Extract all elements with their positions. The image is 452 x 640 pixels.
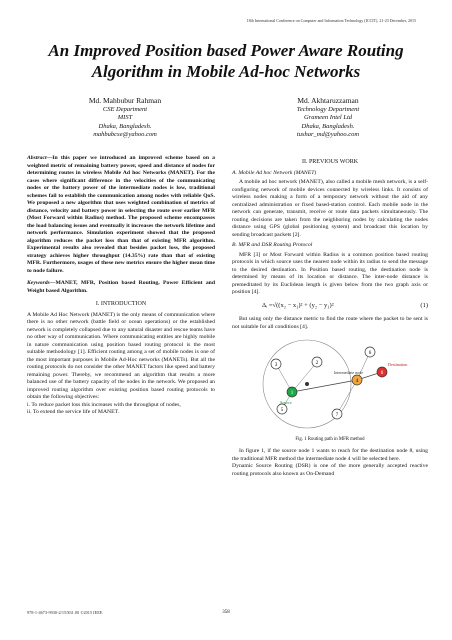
- mfr-paragraph: MFR [3] or Most Forward within Radius is a common position based routing protocols in which source uses the nearest node within its radius to send the message to the desired destination. In Position based routing, the destination node is determined by means of its location or distance. The inter-node distance is premeditated by its Euclidean length is given below from the two graph axis or position [4].: [232, 251, 428, 295]
- node-label: 5: [280, 408, 284, 413]
- figure-1: [242, 334, 428, 434]
- author-city: Dhaka, Bangladesh.: [301, 122, 355, 130]
- link-line: [337, 380, 357, 414]
- conference-header: 18th International Conference on Computer and Information Technology (ICCIT), 21-23 December, 2015: [246, 18, 416, 23]
- manet-paragraph: A mobile ad hoc network (MANET), also called a mobile mesh network, is a self-configuring network of mobile devices connected by wireless links. It consists of wireless nodes making a form of a temporary network without the aid of any centralized administration or fixed based-station control. Each mobile node in the network can generate, transmit, receive or route data packets simultaneously. The routing decisions are taken from the neighboring nodes by calculating the nodes distance using GPS (global positioning system) and broadcast this location by sending broadcast packets [2].: [232, 179, 428, 238]
- node-label: 6: [368, 351, 372, 356]
- node-label: 3: [274, 363, 278, 368]
- author-dept: Technology Department: [296, 105, 360, 113]
- equation-rhs: √((x₂ − x₁)² + (y₂ − y₁)²: [272, 301, 334, 309]
- equation-1: [262, 302, 428, 310]
- node-7: [332, 409, 342, 419]
- abstract-text: In this paper we introduced an improved scheme based on a weighted metric of remaining battery power, speed and distance of nodes for determining routes in wireless Mobile Ad hoc Networks (MANET). For the cases where significant difference in the velocities of the communicating nodes or the battery power of the intermediate nodes is low, traditional schemes fail to establish the communication among nodes with reliable QoS. We proposed a new algorithm that uses weighted combination of metrics of distance, velocity and battery power in selecting the route over earlier MFR (Most Forward within Radius) method. The proposed scheme encompasses the load balancing issues and eventually it increases the network lifetime and network performance. Simulation experiment showed that the proposed algorithm reduces the packet loss than that of existing MFR algorithm. Experimental results also revealed that besides packet loss, the proposed strategy achieves higher throughput (14.35%) rate than that of existing MFR. Furthermore, usages of these new metrics ensure the higher mean time to node failure.: [27, 155, 215, 274]
- section-heading-intro: I. INTRODUCTION: [95, 301, 147, 307]
- author-city: Dhaka, Bangladesh.: [98, 122, 152, 130]
- right-column: [232, 155, 428, 478]
- copyright-footer: 978-1-4673-9930-2/15/$31.00 ©2015 IEEE: [27, 610, 103, 615]
- node-1: [287, 387, 297, 397]
- keywords-label: Keywords: [27, 280, 50, 286]
- node-label: 2: [315, 361, 319, 366]
- node-label: 7: [335, 413, 339, 418]
- node-label: 8: [380, 371, 384, 376]
- radius-center: [305, 382, 309, 386]
- node-2: [312, 357, 322, 367]
- paper-title: An Improved Position based Power Aware Routing Algorithm in Mobile Ad-hoc Networks: [48, 41, 404, 81]
- author-org: MIST: [117, 114, 133, 121]
- author-email: mahbubcse@yahoo.com: [93, 131, 157, 138]
- section-heading-previous-work: II. PREVIOUS WORK: [301, 159, 359, 165]
- dsr-paragraph: Dynamic Source Routing (DSR) is one of the more generally accepted reactive routing protocols also known as On-Demand: [232, 463, 428, 477]
- objective-2: ii. To extend the service life of MANET.: [27, 409, 120, 415]
- author-dept: CSE Department: [102, 105, 148, 113]
- node-label: 4: [355, 379, 359, 384]
- abstract: Abstract—In this paper we introduced an improved scheme based on a weighted metric of remaining battery power, speed and distance of nodes for determining routes in wireless Mobile Ad hoc Networks (MANET). For the cases where significant difference in the velocities of the communicating nodes or the battery power of the intermediate nodes is low, traditional schemes fail to establish the communication among nodes with reliable QoS. We proposed a new algorithm that uses weighted combination of metrics of distance, velocity and battery power in selecting the route over earlier MFR (Most Forward within Radius) method. The proposed scheme encompasses the load balancing issues and eventually it increases the network lifetime and network performance. Simulation experiment showed that the proposed algorithm reduces the packet loss than that of existing MFR algorithm. Experimental results also revealed that besides packet loss, the proposed strategy achieves higher throughput (14.35%) rate than that of existing MFR. Furthermore, usages of these new metrics ensure the higher mean time to node failure.: [27, 155, 215, 274]
- figure-explanation: In figure 1, if the source node 1 wants to reach for the destination node 8, using the traditional MFR method the intermediate node 4 will be selected here.: [232, 448, 428, 462]
- figure-caption: Fig. 1 Routing path in MFR method: [295, 436, 365, 442]
- subsection-manet: A. Mobile Ad hoc Network (MANET): [232, 169, 317, 176]
- equation-lhs: Δᵢ =: [262, 301, 273, 309]
- subsection-mfr-dsr: B. MFR and DSR Routing Protocol: [232, 242, 313, 248]
- objective-1: i. To reduce packet loss this increases with the throughput of nodes,: [27, 401, 181, 408]
- keywords: Keywords—MANET, MFR, Position based Routing, Power Efficient and Weight based Algorithm.: [27, 280, 215, 294]
- intermediate-label: Intermediate node: [334, 370, 363, 375]
- keywords-text: MANET, MFR, Position based Routing, Power Efficient and Weight based Algorithm.: [27, 280, 215, 294]
- node-6: [365, 347, 375, 357]
- author-block-2: [243, 97, 413, 140]
- source-label: Source: [280, 400, 292, 405]
- author-name: Md. Akhtaruzzaman: [297, 96, 359, 105]
- node-4: [352, 375, 362, 385]
- equation-number: (1): [420, 301, 428, 309]
- author-email: tushar_md@yahoo.com: [296, 131, 360, 138]
- route-line: [292, 380, 357, 392]
- node-5: [277, 404, 287, 414]
- author-org: Grameen Intel Ltd: [303, 114, 353, 121]
- page-number: 358: [222, 610, 230, 615]
- routing-diagram: [242, 334, 412, 430]
- author-block-1: [40, 97, 210, 140]
- destination-label: Destination: [388, 362, 408, 367]
- link-line: [292, 362, 317, 392]
- left-column: [27, 155, 215, 417]
- node-3: [271, 359, 281, 369]
- node-label: 1: [290, 391, 294, 396]
- author-name: Md. Mahbubur Rahman: [88, 96, 162, 105]
- node-8: [377, 367, 387, 377]
- abstract-label: Abstract: [27, 155, 47, 161]
- intro-paragraph: A Mobile Ad Hoc Network (MANET) is the only means of communication where there is no other network (battle field or ocean operations) or the established network is completely collapsed due to any natural disaster and rescue teams have no other way of communication. Where communicating entities are highly mobile in nature communication using position based routing protocol is the most suitable methodology [1]. Efficient routing among a set of mobile nodes is one of the most important purposes in Mobile Ad-Hoc networks (MANETs). But all the routing protocols do not consider the other MANET factors like speed and battery remaining power. Thereby, we recommend an algorithm that results a more balanced use of the battery capacity of the nodes in the network. We proposed an improved routing algorithm over existing position based routing protocols to obtain the following objectives:: [27, 311, 215, 400]
- distance-paragraph: But using only the distance metric to find the route where the packet to be sent is not suitable for all conditions [4].: [232, 316, 428, 330]
